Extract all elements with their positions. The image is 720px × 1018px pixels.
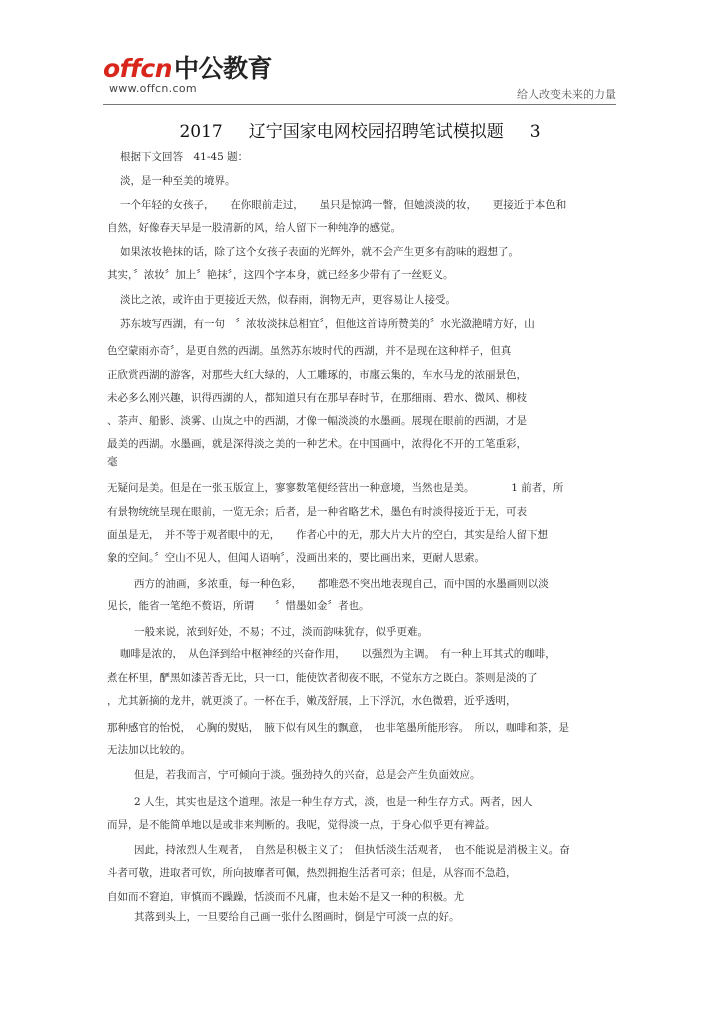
paragraph-line: 毫 bbox=[107, 456, 118, 468]
header-slogan: 给人改变未来的力量 bbox=[517, 88, 616, 101]
header-divider bbox=[103, 104, 616, 105]
paragraph-line: 如果浓妆艳抹的话，除了这个女孩子表面的光辉外，就不会产生更多有韵味的遐想了。 bbox=[120, 246, 519, 258]
title-main: 辽宁国家电网校园招聘笔试模拟题 bbox=[248, 122, 504, 142]
paragraph-line: ，尤其新摘的龙井，就更淡了。一杯在手，嫩茂舒展，上下浮沉，水色微碧，近乎透明， bbox=[107, 695, 517, 707]
title-year: 2017 bbox=[179, 122, 223, 142]
paragraph-line: 象的空间。〞空山不见人，但闻人语响〞，没画出来的，要比画出来，更耐人思索。 bbox=[107, 552, 485, 564]
paragraph-line: 淡，是一种至美的境界。 bbox=[120, 175, 236, 187]
paragraph-line: 无法加以比较的。 bbox=[107, 744, 191, 756]
paragraph-line: 未必多么刚兴趣，识得西湖的人，都知道只有在那早春时节，在那细雨、碧水、微风、柳枝 bbox=[107, 392, 527, 404]
paragraph-line: 而异，是不能简单地以是或非来判断的。我呢，觉得淡一点，于身心似乎更有裨益。 bbox=[107, 819, 496, 831]
paragraph-line: 其实，〞浓妆〞加上〞艳抹〞，这四个字本身，就已经多少带有了一丝贬义。 bbox=[107, 269, 454, 281]
logo-brand: offcn bbox=[103, 54, 173, 83]
page-header bbox=[0, 0, 720, 110]
paragraph-line: 斗者可敬，进取者可钦，所向披靡者可佩，热烈拥抱生活者可亲；但是，从容而不急趋， bbox=[107, 867, 517, 879]
paragraph-line: 煮在杯里，酽黑如漆苦香无比，只一口，能使饮者彻夜不眠，不觉东方之既白。茶则是淡的了 bbox=[107, 672, 538, 684]
logo-chinese-name: 中公教育 bbox=[174, 54, 273, 83]
paragraph-line: 色空蒙雨亦奇〞，是更自然的西湖。虽然苏东坡时代的西湖，并不是现在这种样子，但真 bbox=[107, 345, 512, 357]
paragraph-line: 自然，好像春天早是一股清新的风，给人留下一种纯净的感觉。 bbox=[107, 222, 401, 234]
paragraph-line: 面虽是无， 并不等于观者眼中的无， 作者心中的无，那大片大片的空白，其实是给人留下想 bbox=[107, 529, 548, 541]
paragraph-line: 一般来说，浓到好处，不易；不过，淡而韵味犹存，似乎更难。 bbox=[134, 626, 428, 638]
paragraph-line: 其落到头上，一旦要给自己画一张什么图画时，倒是宁可淡一点的好。 bbox=[134, 911, 460, 923]
paragraph-line: 最美的西湖。水墨画，就是深得淡之美的一种艺术。在中国画中，浓得化不开的工笔重彩， bbox=[107, 438, 527, 450]
paragraph-line: 淡比之浓，或许由于更接近天然，似春雨，润物无声，更容易让人接受。 bbox=[120, 294, 456, 306]
paragraph-line: 正欣赏西湖的游客，对那些大红大绿的，人工雕琢的，市廛云集的，车水马龙的浓丽景色， bbox=[107, 369, 527, 381]
title-number: 3 bbox=[529, 122, 541, 142]
paragraph-line: 咖啡是浓的， 从色泽到给中枢神经的兴奋作用， 以强烈为主调。 有一种上耳其式的咖啡， bbox=[120, 648, 556, 660]
paragraph-line: 根据下文回答 41-45 题： bbox=[120, 151, 249, 163]
paragraph-line: 但是，若我而言，宁可倾向于淡。强劲持久的兴奋，总是会产生负面效应。 bbox=[134, 769, 481, 781]
paragraph-line: 无疑问是美。但是在一张玉版宣上，寥寥数笔便经营出一种意境，当然也是美。 1 前者，所 bbox=[107, 482, 564, 494]
logo-url: www.offcn.com bbox=[109, 82, 197, 95]
paragraph-line: 见长，能省一笔绝不赘语，所谓 〞惜墨如金〞者也。 bbox=[107, 600, 370, 612]
paragraph-line: 西方的油画，多浓重，每一种色彩， 都唯恐不突出地表现自己，而中国的水墨画则以淡 bbox=[134, 578, 549, 590]
offcn-logo bbox=[103, 56, 272, 95]
paragraph-line: 那种感官的怡悦， 心胸的熨贴， 腋下似有风生的飘意， 也非笔墨所能形容。 所以，咖啡和茶，是 bbox=[107, 722, 569, 734]
paragraph-line: 2 人生，其实也是这个道理。浓是一种生存方式，淡，也是一种生存方式。两者，因人 bbox=[134, 796, 533, 808]
paragraph-line: 苏东坡写西湖，有一句 〞浓妆淡抹总相宜〞，但他这首诗所赞美的〞水光潋滟晴方好，山 bbox=[120, 318, 535, 330]
page-title bbox=[100, 117, 620, 142]
paragraph-line: 自如而不窘迫，审慎而不躁躁，恬淡而不凡庸，也未始不是又一种的积极。尤 bbox=[107, 891, 464, 903]
paragraph-line: 有景物统统呈现在眼前，一览无余；后者，是一种省略艺术，墨色有时淡得接近于无，可表 bbox=[107, 506, 527, 518]
paragraph-line: 、荼声、船影、淡雾、山岚之中的西湖，才像一幅淡淡的水墨画。展现在眼前的西湖，才是 bbox=[107, 415, 527, 427]
paragraph-line: 因此，持浓烈人生观者， 自然是积极主义了； 但执恬淡生活观者， 也不能说是消极主义。奋 bbox=[134, 844, 570, 856]
paragraph-line: 一个年轻的女孩子， 在你眼前走过， 虽只是惊鸿一瞥，但她淡淡的妆， 更接近于本色和 bbox=[120, 199, 567, 211]
